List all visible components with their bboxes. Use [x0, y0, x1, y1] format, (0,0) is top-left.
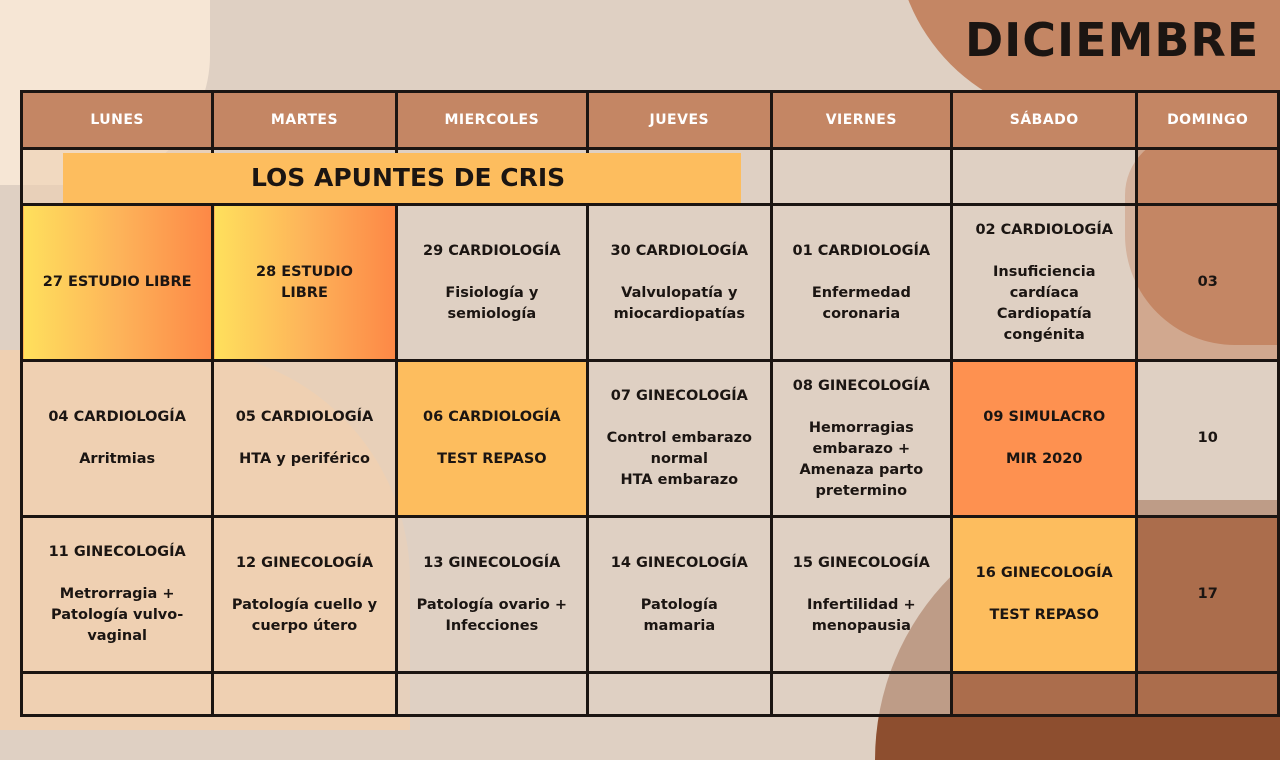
day-title: 12 GINECOLOGÍA [235, 554, 374, 571]
day-cell [396, 517, 587, 673]
day-cell [771, 205, 951, 361]
day-title: 08 GINECOLOGÍA [792, 377, 930, 394]
banner-title: LOS APUNTES DE CRIS [63, 153, 741, 203]
header-viernes: VIERNES [771, 92, 951, 149]
day-cell [587, 361, 771, 517]
day-cell [22, 361, 213, 517]
day-cell [952, 517, 1137, 673]
day-cell [1137, 361, 1279, 517]
day-cell [1137, 205, 1279, 361]
topic-line: miocardiopatías [613, 305, 745, 322]
day-title: 27 ESTUDIO LIBRE [42, 274, 192, 290]
header-jueves: JUEVES [587, 92, 771, 149]
day-cell [771, 361, 951, 517]
day-title-cont: LIBRE [281, 284, 328, 301]
topic-line: Enfermedad [811, 284, 911, 301]
day-title: 30 CARDIOLOGÍA [610, 242, 749, 259]
day-cell [213, 205, 396, 361]
topic-line: Metrorragia + [59, 586, 175, 602]
topic-line: HTA embarazo [620, 472, 739, 488]
day-title: 28 ESTUDIO [255, 263, 353, 280]
day-title: 03 [1197, 274, 1218, 290]
topic-line: Cardiopatía [996, 305, 1092, 322]
day-cell [396, 205, 587, 361]
topic-line: mamaria [643, 617, 716, 634]
day-title: 05 CARDIOLOGÍA [235, 409, 374, 425]
week-row-2 [22, 361, 1279, 517]
day-cell [952, 205, 1137, 361]
header-sabado: SÁBADO [952, 92, 1137, 149]
topic-line: menopausia [811, 617, 911, 634]
day-cell [587, 517, 771, 673]
day-title: 29 CARDIOLOGÍA [423, 242, 561, 259]
cell-empty [1137, 673, 1279, 716]
cell-empty [396, 673, 587, 716]
cell-empty [771, 149, 951, 205]
day-title: 14 GINECOLOGÍA [610, 554, 748, 571]
day-cell [587, 205, 771, 361]
cell-empty [22, 673, 213, 716]
topic-line: Insuficiencia [992, 263, 1096, 280]
day-title: 10 [1197, 430, 1218, 446]
week-row-1 [22, 205, 1279, 361]
topic-line: cuerpo útero [251, 617, 358, 634]
month-title: DICIEMBRE [965, 13, 1260, 67]
cell-empty [213, 673, 396, 716]
day-title: 09 SIMULACRO [983, 409, 1106, 425]
topic-line: pretermino [815, 482, 908, 499]
topic-line: MIR 2020 [1006, 451, 1083, 467]
topic-line: cardíaca [1009, 284, 1079, 301]
cell-empty [952, 149, 1137, 205]
topic-line: Infertilidad + [807, 596, 916, 613]
day-cell [396, 361, 587, 517]
cell-empty [587, 673, 771, 716]
topic-line: Fisiología y [445, 284, 539, 301]
day-title: 11 GINECOLOGÍA [48, 544, 186, 560]
topic-line: TEST REPASO [989, 607, 1099, 623]
topic-line: Hemorragias [808, 419, 914, 436]
day-cell [771, 517, 951, 673]
day-title: 17 [1197, 586, 1218, 602]
topic-line: TEST REPASO [437, 451, 547, 467]
week-row-3 [22, 517, 1279, 673]
topic-line: HTA y periférico [239, 451, 370, 467]
topic-line: vaginal [87, 628, 147, 644]
topic-line: Patología ovario + [416, 596, 568, 613]
day-cell [213, 361, 396, 517]
day-title: 16 GINECOLOGÍA [975, 565, 1113, 581]
weekday-header-row [22, 92, 1279, 149]
cell-empty [952, 673, 1137, 716]
day-cell [1137, 517, 1279, 673]
header-lunes: LUNES [22, 92, 213, 149]
day-cell [22, 517, 213, 673]
topic-line: Patología vulvo- [51, 607, 184, 623]
topic-line: semiología [447, 305, 537, 322]
day-title: 15 GINECOLOGÍA [792, 554, 930, 571]
cell-empty [771, 673, 951, 716]
day-title: 07 GINECOLOGÍA [610, 388, 748, 404]
topic-line: Amenaza parto [799, 461, 924, 478]
topic-line: congénita [1003, 326, 1085, 343]
header-domingo: DOMINGO [1137, 92, 1279, 149]
header-martes: MARTES [213, 92, 396, 149]
day-title: 06 CARDIOLOGÍA [423, 409, 561, 425]
topic-line: Patología cuello y [231, 596, 378, 613]
day-title: 02 CARDIOLOGÍA [975, 221, 1114, 238]
day-cell [952, 361, 1137, 517]
topic-line: Patología [640, 596, 718, 613]
header-miercoles: MIERCOLES [396, 92, 587, 149]
topic-line: Infecciones [445, 617, 539, 634]
topic-line: Valvulopatía y [621, 284, 738, 301]
topic-line: coronaria [822, 305, 901, 322]
day-cell [213, 517, 396, 673]
day-title: 13 GINECOLOGÍA [423, 554, 561, 571]
topic-line: normal [650, 451, 708, 467]
topic-line: embarazo + [812, 440, 911, 457]
day-title: 01 CARDIOLOGÍA [792, 242, 931, 259]
cell-empty [1137, 149, 1279, 205]
week-row-4-partial [22, 673, 1279, 716]
day-cell [22, 205, 213, 361]
topic-line: Arritmias [79, 451, 156, 467]
day-title: 04 CARDIOLOGÍA [48, 409, 186, 425]
topic-line: Control embarazo [606, 430, 753, 446]
